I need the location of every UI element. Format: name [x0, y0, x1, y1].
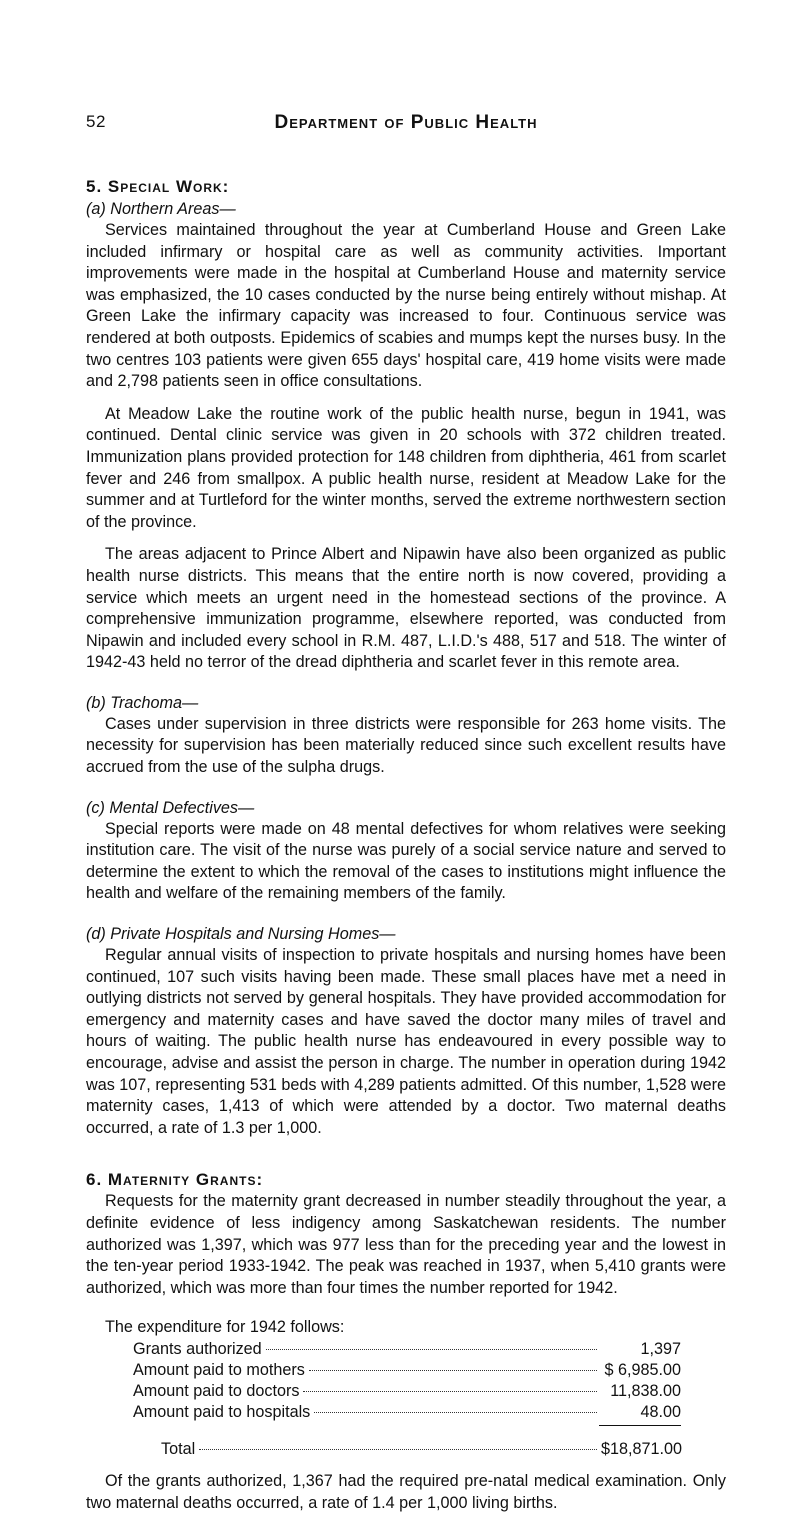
expenditure-label: Grants authorized [133, 1339, 262, 1358]
paragraph: Cases under supervision in three districts were responsible for 263 home visits. The necessity for supervision has been materially reduced since such excellent results have accrued from the use of the sulpha drugs. [86, 714, 726, 777]
expenditure-amount: $ 6,985.00 [604, 1360, 681, 1379]
dot-leader [309, 1370, 597, 1371]
paragraph: Requests for the maternity grant decreased in number steadily throughout the year, a definite evidence of less indigency among Saskatchewan residents. The number authorized was 1,397, which was 977 less than for the preceding year and the lowest in the ten-year period 1933-1942. The peak was reached in 1937, when 5,410 grants were authorized, which was more than four times the number reported for 1942. [86, 1192, 726, 1297]
expenditure-label: Amount paid to mothers [133, 1360, 305, 1379]
dot-leader [199, 1449, 597, 1450]
subsection-heading-mental-defectives: (c) Mental Defectives— [86, 798, 255, 817]
subsection-heading-northern-areas: (a) Northern Areas— [86, 200, 236, 218]
expenditure-row [133, 1360, 681, 1381]
total-amount: $18,871.00 [601, 1439, 683, 1458]
expenditure-row [133, 1381, 681, 1402]
paragraph: Services maintained throughout the year at Cumberland House and Green Lake included infirmary or hospital care as well as community activities. Important improvements were made in the hospital at Cumberland House and maternity service was emphasized, the 10 cases conducted by the nurse being entirely without mishap. At Green Lake the infirmary capacity was increased to four. Continuous service was rendered at both outposts. Epidemics of scabies and mumps kept the nurses busy. In the two centres 103 patients were given 655 days' hospital care, 419 home visits were made and 2,798 patients seen in office consultations. [86, 221, 726, 391]
dot-leader [314, 1412, 597, 1413]
dot-leader [303, 1391, 597, 1392]
paragraph: Of the grants authorized, 1,367 had the required pre-natal medical examination. Only two maternal deaths occurred, a rate of 1.4 per 1,000 living births. [86, 1471, 726, 1512]
dot-leader [266, 1349, 597, 1350]
expenditure-amount: 1,397 [640, 1339, 681, 1358]
expenditure-row [133, 1402, 681, 1423]
section-heading-maternity-grants: 6. Maternity Grants: [86, 1170, 264, 1190]
expenditure-amount: 48.00 [640, 1402, 681, 1421]
total-rule [599, 1425, 681, 1426]
expenditure-amount: 11,838.00 [610, 1381, 681, 1400]
expenditure-table [133, 1339, 681, 1460]
paragraph: Regular annual visits of inspection to private hospitals and nursing homes have been continued, 107 such visits having been made. These small places have met a need in outlying districts not served by general hospitals. They have provided accommodation for emergency and maternity cases and have saved the doctor many miles of travel and hours of waiting. The public health nurse has endeavoured in every possible way to encourage, advise and assist the person in charge. The number in operation during 1942 was 107, representing 531 beds with 4,289 patients admitted. Of this number, 1,528 were maternity cases, 1,413 of which were attended by a doctor. Two maternal deaths occurred, a rate of 1.3 per 1,000. [86, 946, 726, 1137]
section-heading-special-work: 5. Special Work: [86, 177, 230, 196]
running-title: Department of Public Health [274, 112, 538, 133]
subsection-heading-trachoma: (b) Trachoma— [86, 693, 199, 712]
expenditure-label: Amount paid to hospitals [133, 1402, 311, 1421]
paragraph: At Meadow Lake the routine work of the public health nurse, begun in 1941, was continued. Dental clinic service was given in 20 schools with 372 children treated. Immunization plans provided protection for 148 children from diphtheria, 461 from scarlet fever and 246 from smallpox. A public health nurse, resident at Meadow Lake for the summer and at Turtleford for the winter months, served the extreme northwestern section of the province. [86, 404, 726, 531]
total-label: Total [161, 1439, 196, 1458]
expenditure-row [133, 1339, 681, 1360]
page-number: 52 [86, 112, 106, 131]
page-header [86, 112, 726, 142]
paragraph: Special reports were made on 48 mental defectives for whom relatives were seeking institution care. The visit of the nurse was purely of a social service nature and served to determine the extent to which the removal of the cases to institutions might influence the health and welfare of the remaining members of the family. [86, 819, 726, 903]
subsection-heading-private-hospitals: (d) Private Hospitals and Nursing Homes— [86, 925, 396, 944]
paragraph: The areas adjacent to Prince Albert and Nipawin have also been organized as public health nurse districts. This means that the entire north is now covered, providing a service which meets an urgent need in the homestead sections of the province. A comprehensive immunization programme, elsewhere reported, was conducted from Nipawin and included every school in R.M. 487, L.I.D.'s 488, 517 and 518. The winter of 1942-43 held no terror of the dread diphtheria and scarlet fever in this remote area. [86, 545, 726, 672]
expenditure-total-row [133, 1439, 681, 1460]
page-body [86, 176, 726, 1514]
expenditure-intro: The expenditure for 1942 follows: [105, 1318, 345, 1337]
expenditure-label: Amount paid to doctors [133, 1381, 300, 1400]
